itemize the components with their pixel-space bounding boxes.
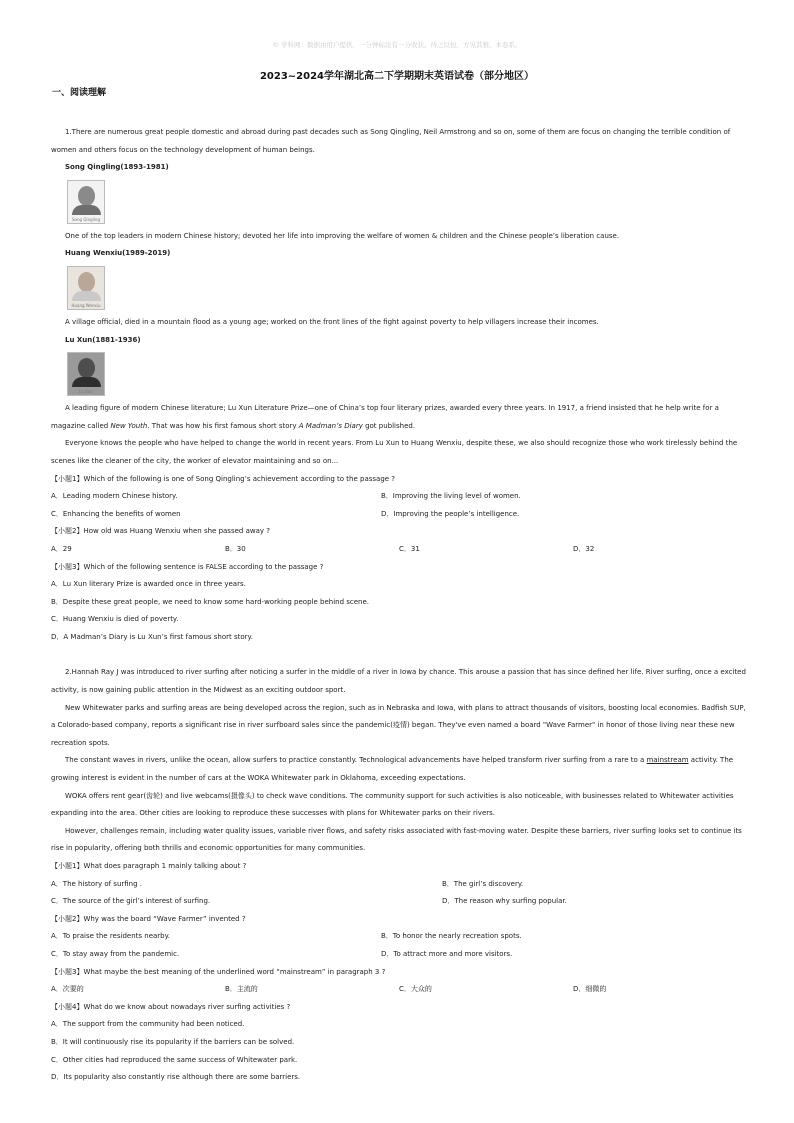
options-1-1 (51, 488, 747, 506)
underlined-word: mainstream (646, 756, 689, 765)
person1-description: One of the top leaders in modern Chinese history; devoted her life into improving the welfare of women & children and the Chinese people’s liberation cause. (65, 231, 620, 240)
options-2-1 (51, 876, 747, 894)
option-a: A．Lu Xun literary Prize is awarded once in three years. (51, 580, 246, 589)
option-c: C．Enhancing the benefits of women (51, 509, 181, 518)
portrait-lu-xun (67, 352, 105, 396)
photo-caption: Lu Xun (79, 389, 93, 395)
options-2-2 (51, 928, 747, 946)
question-2-3: 【小题3】What maybe the best meaning of the underlined word “mainstream” in paragraph 3 ? (51, 967, 386, 976)
person1-name: Song Qingling(1893-1981) (65, 163, 169, 172)
option-b: B．It will continuously rise its popularity if the barriers can be solved. (51, 1037, 295, 1046)
option-d: D．To attract more and more visitors. (381, 949, 513, 958)
options-2-1-cd (51, 893, 747, 911)
question-2-4: 【小题4】What do we know about nowadays river surfing activities ? (51, 1002, 291, 1011)
option-b: B．To honor the nearly recreation spots. (381, 932, 522, 941)
option-b: B．The girl’s discovery. (442, 879, 524, 888)
passage1-intro: 1.There are numerous great people domestic and abroad during past decades such as Song Qingling, Neil Armstrong and so on, some of them are focus on changing the terrible condition of women and others focus on the technology development of human beings. (51, 128, 731, 154)
photo-caption: Song Qingling (72, 216, 100, 222)
option-d: D．Its popularity also constantly rise although there are some barriers. (51, 1073, 301, 1082)
options-2-2-cd (51, 946, 747, 964)
story-title: A Madman’s Diary (298, 421, 363, 430)
options-1-2 (51, 541, 747, 559)
option-c: C．Other cities had reproduced the same success of Whitewater park. (51, 1055, 298, 1064)
option-b: B．Despite these great people, we need to know some hard-working people behind scene. (51, 597, 370, 606)
portrait-huang-wenxiu (67, 266, 105, 310)
option-c: C．大众的 (399, 985, 432, 994)
option-a: A．The support from the community had been noticed. (51, 1020, 245, 1029)
option-d: D．A Madman’s Diary is Lu Xun’s first famous short story. (51, 632, 253, 641)
magazine-title: New Youth (110, 421, 148, 430)
options-2-3 (51, 981, 747, 999)
option-a: A．Leading modern Chinese history. (51, 492, 178, 501)
question-1-2: 【小题2】How old was Huang Wenxiu when she passed away ? (51, 527, 270, 536)
option-d: D．细微的 (573, 985, 607, 994)
passage2-paragraph-5: However, challenges remain, including water quality issues, variable river flows, and safety risks associated with fast-moving water. Despite these barriers, river surfing looks set to continue its rise in popularity, offering both thrills and economic opportunities for many communities. (51, 826, 742, 853)
passage1-closing: Everyone knows the people who have helped to change the world in recent years. From Lu Xun to Huang Wenxiu, despite these, we also should recognize those who work tirelessly behind the scenes like the cleaner of the city, the worker of elevator maintaining and so on... (51, 439, 738, 465)
question-1-1: 【小题1】Which of the following is one of Song Qingling’s achievement according to the passage ? (51, 474, 396, 483)
passage2-paragraph-2: New Whitewater parks and surfing areas are being developed across the region, such as in Nebraska and Iowa, with plans to attract thousands of visitors, boosting local economies. Badfish SUP, a Colorado-based company, reports a significant rise in river surfboard sales since the pandemic(疫情) began. They've even named a board "Wave Farmer" in honor of those living near these new recreation spots. (51, 703, 746, 747)
watermark-text: © 学科网：数据由用户提供，一分钟标注有一分收获。待之以恒，方见其雅，本卷系。 (272, 41, 522, 49)
person3-name: Lu Xun(1881-1936) (65, 335, 141, 344)
passage2-paragraph-3: The constant waves in rivers, unlike the ocean, allow surfers to practice constantly. Technological advancements have helped transform river surfing from a rare to a mainstream activity. The growing interest is evident in the number of cars at the WOKA Whitewater park in Oklahoma, exceeding expectations. (51, 756, 734, 783)
page-title: 2023~2024学年湖北高二下学期期末英语试卷（部分地区） (259, 71, 535, 82)
option-b: B．30 (225, 544, 246, 553)
option-d: D．The reason why surfing popular. (442, 897, 567, 906)
exam-content (51, 124, 747, 1087)
option-c: C．To stay away from the pandemic. (51, 949, 180, 958)
option-d: D．32 (573, 544, 595, 553)
option-b: B．Improving the living level of women. (381, 492, 521, 501)
options-1-1-cd (51, 506, 747, 524)
passage2-paragraph-4: WOKA offers rent gear(齿轮) and live webcams(摄像头) to check wave conditions. The community support for such activities is also noticeable, with businesses related to Whitewater activities expanding into the area. Other cities are looking to reproduce these successes with plans for Whitewater parks on their rivers. (51, 791, 734, 818)
question-2-1: 【小题1】What does paragraph 1 mainly talking about ? (51, 862, 247, 870)
photo-caption: Huang Wenxiu (71, 302, 101, 308)
person2-description: A village official, died in a mountain flood as a young age; worked on the front lines of the fight against poverty to help villagers increase their incomes. (65, 317, 599, 326)
passage2-paragraph-1: 2.Hannah Ray J was introduced to river surfing after noticing a surfer in the middle of a river in Iowa by chance. This arouse a passion that has since defined her life. River surfing, once a excited activity, is now gaining public attention in the Midwest as an exciting outdoor sport. (51, 668, 746, 695)
person2-name: Huang Wenxiu(1989-2019) (65, 249, 171, 258)
option-d: D．Improving the people’s intelligence. (381, 509, 520, 518)
option-a: A．次要的 (51, 985, 84, 994)
option-a: A．The history of surfing . (51, 879, 143, 888)
section-heading: 一、阅读理解 (52, 88, 107, 98)
option-c: C．The source of the girl’s interest of surfing. (51, 897, 211, 906)
portrait-song-qingling (67, 180, 105, 224)
option-b: B．主流的 (225, 985, 258, 994)
option-a: A．29 (51, 544, 72, 553)
question-2-2: 【小题2】Why was the board “Wave Farmer” invented ? (51, 914, 246, 923)
option-a: A．To praise the residents nearby. (51, 932, 170, 941)
question-1-3: 【小题3】Which of the following sentence is FALSE according to the passage ? (51, 562, 324, 571)
option-c: C．31 (399, 544, 420, 553)
person3-description: A leading figure of modern Chinese literature; Lu Xun Literature Prize—one of China’s top four literary prizes, awarded every three years. In 1917, a friend insisted that he help write for a magazine called New Youth. That was how his first famous short story A Madman’s Diary got published. (51, 404, 719, 430)
option-c: C．Huang Wenxiu is died of poverty. (51, 615, 179, 624)
